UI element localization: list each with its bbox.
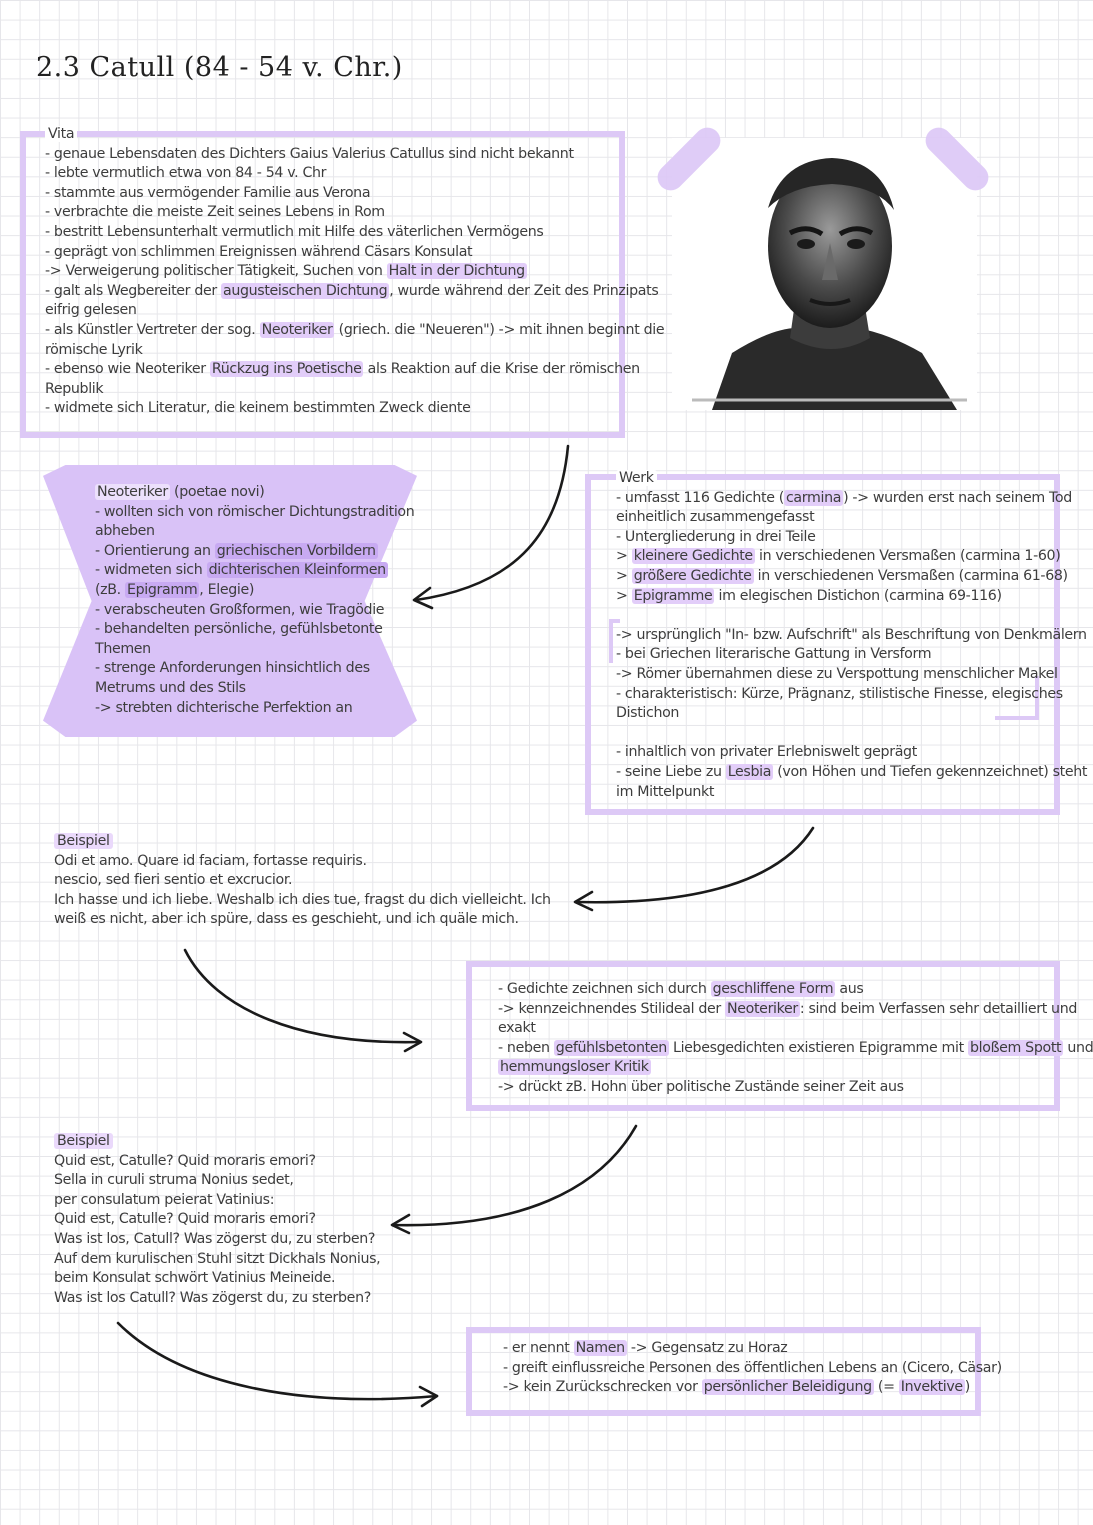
beispiel-line: weiß es nicht, aber ich spüre, dass es geschieht, und ich quäle mich.	[54, 911, 519, 928]
werk-line: > kleinere Gedichte in verschiedenen Versmaßen (carmina 1-60)	[616, 548, 1061, 565]
form-line: -> kennzeichnendes Stilideal der Neoteriker : sind beim Verfassen sehr detailliert und	[498, 1000, 1078, 1017]
beispiel-line: nescio, sed fieri sentio et excrucior.	[54, 872, 293, 889]
highlight: Epigramm	[127, 581, 198, 598]
werk-line: - inhaltlich von privater Erlebniswelt geprägt	[616, 744, 917, 761]
beispiel-line: Ich hasse und ich liebe. Weshalb ich dies tue, fragst du dich vielleicht. Ich	[54, 891, 551, 908]
form-line: - neben gefühlsbetonten Liebesgedichten existieren Epigramme mit bloßem Spott und	[498, 1039, 1093, 1056]
highlight: Epigramme	[633, 587, 713, 604]
neoteriker-line: - wollten sich von römischer Dichtungstradition	[95, 503, 415, 520]
arrow-icon	[392, 1126, 636, 1233]
neoteriker-line: - Orientierung an griechischen Vorbildern	[95, 542, 376, 559]
vita-line: römische Lyrik	[45, 341, 143, 358]
highlight: Halt in der Dichtung	[388, 263, 525, 280]
vita-line: - bestritt Lebensunterhalt vermutlich mit Hilfe des väterlichen Vermögens	[45, 223, 544, 240]
neoteriker-line: Metrums und des Stils	[95, 679, 246, 696]
vita-line: eifrig gelesen	[45, 302, 137, 319]
page-title: 2.3 Catull (84 - 54 v. Chr.)	[36, 52, 403, 83]
vita-line: - ebenso wie Neoteriker Rückzug ins Poetische als Reaktion auf die Krise der römischen	[45, 361, 640, 378]
werk-line: Distichon	[616, 705, 680, 722]
namen-line: - er nennt Namen -> Gegensatz zu Horaz	[503, 1340, 788, 1356]
werk-line: - Untergliederung in drei Teile	[616, 528, 816, 545]
highlight: persönlicher Beleidigung	[703, 1379, 872, 1396]
werk-line: > Epigramme im elegischen Distichon (carmina 69-116)	[616, 587, 1002, 604]
werk-line: -> ursprünglich "In- bzw. Aufschrift" als Beschriftung von Denkmälern	[616, 626, 1087, 643]
highlight: größere Gedichte	[633, 567, 752, 584]
werk-line: - umfasst 116 Gedichte ( carmina ) -> wurden erst nach seinem Tod	[616, 489, 1072, 506]
form-line: exakt	[498, 1020, 536, 1037]
werk-line: - seine Liebe zu Lesbia (von Höhen und Tiefen gekennzeichnet) steht	[616, 763, 1088, 780]
beispiel-line: Auf dem kurulischen Stuhl sitzt Dickhals Nonius,	[54, 1250, 381, 1267]
beispiel-line: Was ist los, Catull? Was zögerst du, zu sterben?	[54, 1230, 376, 1247]
highlight: dichterischen Kleinformen	[208, 562, 386, 579]
werk-line: - bei Griechen literarische Gattung in Versform	[616, 646, 932, 663]
arrow-icon	[185, 950, 421, 1051]
highlight: kleinere Gedichte	[633, 548, 753, 565]
werk-line: im Mittelpunkt	[616, 783, 715, 800]
beispiel-line: per consulatum peierat Vatinius:	[54, 1191, 275, 1208]
beispiel-line: Quid est, Catulle? Quid moraris emori?	[54, 1211, 316, 1228]
vita-line: Republik	[45, 380, 104, 397]
vita-line: -> Verweigerung politischer Tätigkeit, Suchen von Halt in der Dichtung	[45, 263, 525, 280]
vita-label: Vita	[45, 126, 77, 142]
highlight: Neoteriker	[727, 1000, 798, 1017]
werk-line: - charakteristisch: Kürze, Prägnanz, stilistische Finesse, elegisches	[616, 685, 1063, 702]
neoteriker-line: Neoteriker (poetae novi)	[97, 484, 265, 500]
vita-line: - lebte vermutlich etwa von 84 - 54 v. Chr	[45, 165, 327, 182]
arrow-icon	[118, 1323, 437, 1406]
vita-line: - widmete sich Literatur, die keinem bestimmten Zweck diente	[45, 400, 471, 417]
beispiel-line: Sella in curuli struma Nonius sedet,	[54, 1172, 294, 1189]
arrow-icon	[575, 828, 813, 910]
namen-line: - greift einflussreiche Personen des öffentlichen Lebens an (Cicero, Cäsar)	[503, 1359, 1002, 1376]
highlight: Neoteriker	[97, 484, 168, 500]
namen-line: -> kein Zurückschrecken vor persönlicher Beleidigung (= Invektive )	[503, 1379, 970, 1396]
vita-line: - verbrachte die meiste Zeit seines Lebens in Rom	[45, 204, 385, 221]
highlight: Invektive	[900, 1379, 963, 1396]
highlight: Neoteriker	[261, 321, 333, 338]
neoteriker-line: - strenge Anforderungen hinsichtlich des	[95, 660, 370, 677]
neoteriker-line: -> strebten dichterische Perfektion an	[95, 699, 353, 716]
beispiel-line: Odi et amo. Quare id faciam, fortasse requiris.	[54, 852, 367, 869]
beispiel-line: Quid est, Catulle? Quid moraris emori?	[54, 1152, 316, 1169]
vita-line: - genaue Lebensdaten des Dichters Gaius Valerius Catullus sind nicht bekannt	[45, 145, 574, 162]
beispiel-line: beim Konsulat schwört Vatinius Meineide.	[54, 1270, 336, 1287]
beispiel1-label: Beispiel	[54, 833, 113, 849]
highlight: bloßem Spott	[970, 1039, 1062, 1056]
highlight: Namen	[575, 1340, 625, 1356]
werk-line: > größere Gedichte in verschiedenen Versmaßen (carmina 61-68)	[616, 567, 1068, 584]
vita-line: - geprägt von schlimmen Ereignissen während Cäsars Konsulat	[45, 243, 473, 260]
highlight: augusteischen Dichtung	[223, 282, 388, 299]
neoteriker-line: abheben	[95, 523, 155, 540]
highlight: geschliffene Form	[712, 981, 834, 997]
werk-label: Werk	[616, 470, 657, 486]
vita-line: - als Künstler Vertreter der sog. Neoteriker (griech. die "Neueren") -> mit ihnen beginnt die	[45, 321, 665, 338]
highlight: gefühlsbetonten	[555, 1039, 667, 1056]
werk-line: -> Römer übernahmen diese zu Verspottung menschlicher Makel	[616, 665, 1058, 682]
neoteriker-line: - behandelten persönliche, gefühlsbetonte	[95, 621, 383, 638]
arrow-icon	[414, 446, 568, 608]
highlight: griechischen Vorbildern	[216, 542, 376, 559]
highlight: carmina	[785, 489, 842, 506]
beispiel2-label: Beispiel	[54, 1133, 113, 1149]
highlight: hemmungsloser Kritik	[500, 1059, 649, 1076]
neoteriker-line: Themen	[95, 640, 151, 657]
form-line: - Gedichte zeichnen sich durch geschliffene Form aus	[498, 981, 864, 997]
highlight: Lesbia	[727, 763, 772, 780]
vita-line: - galt als Wegbereiter der augusteischen Dichtung , wurde während der Zeit des Prinzipats	[45, 282, 659, 299]
neoteriker-line: (zB. Epigramm , Elegie)	[95, 581, 255, 598]
neoteriker-line: - widmeten sich dichterischen Kleinformen	[95, 562, 386, 579]
beispiel-line: Was ist los Catull? Was zögerst du, zu sterben?	[54, 1289, 371, 1306]
form-line: -> drückt zB. Hohn über politische Zustände seiner Zeit aus	[498, 1078, 904, 1095]
neoteriker-line: - verabscheuten Großformen, wie Tragödie	[95, 601, 385, 618]
werk-line: einheitlich zusammengefasst	[616, 509, 815, 526]
vita-line: - stammte aus vermögender Familie aus Verona	[45, 184, 371, 201]
highlight: Rückzug ins Poetische	[211, 361, 362, 378]
